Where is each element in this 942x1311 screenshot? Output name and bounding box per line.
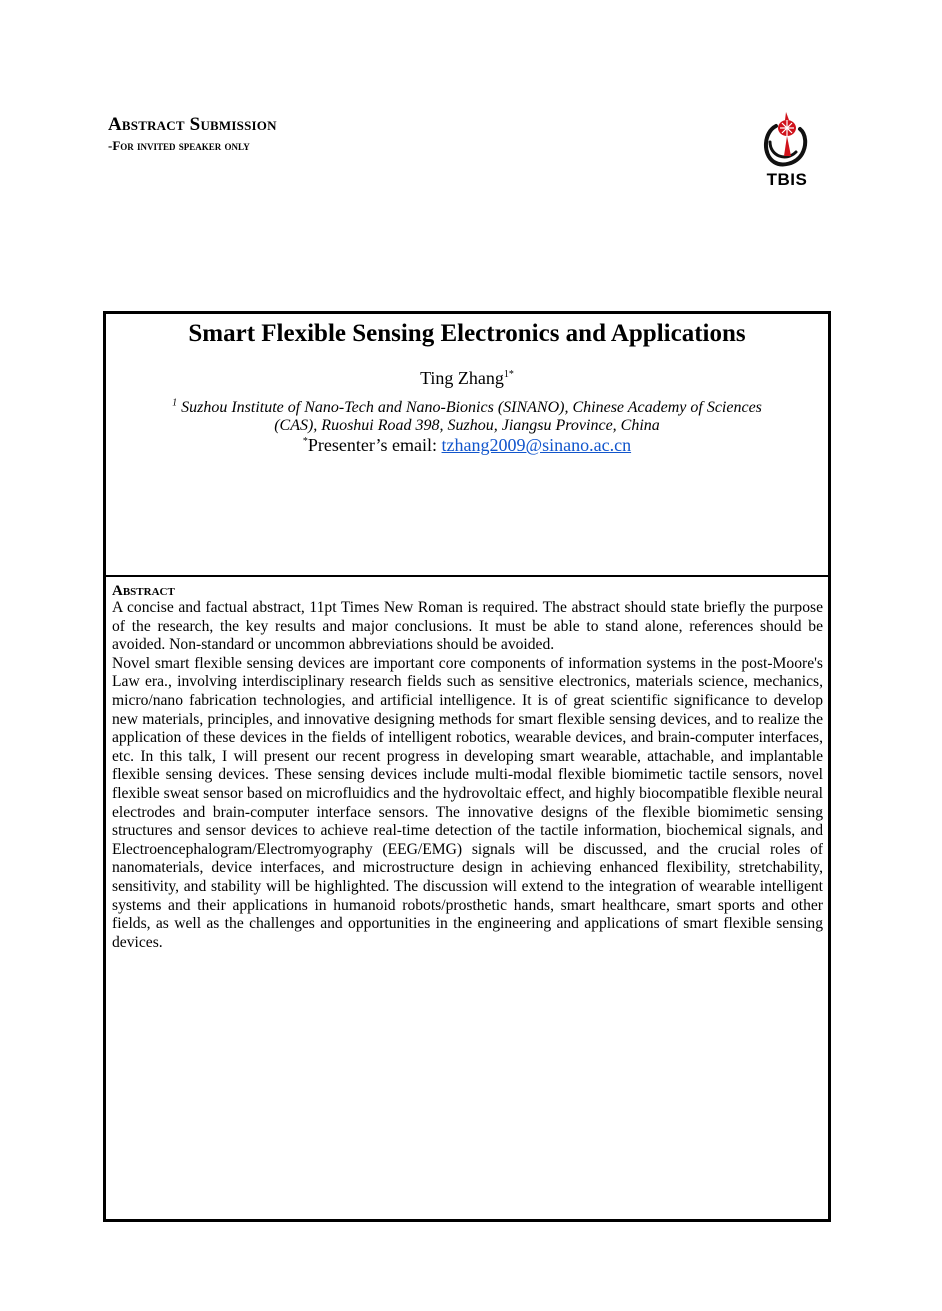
tbis-logo (756, 112, 818, 192)
abstract-box (103, 575, 831, 1222)
abstract-instructions: A concise and factual abstract, 11pt Times New Roman is required. The abstract should state briefly the purpose of the research, the key results and major conclusions. It must be able to stand alone, references should be avoided. Non-standard or uncommon abbreviations should be avoided. (112, 599, 823, 654)
logo-text: TBIS (766, 170, 808, 189)
email-label: Presenter’s email: (307, 435, 442, 455)
header-title: Abstract Submission (108, 114, 277, 135)
paper-title: Smart Flexible Sensing Electronics and Applications (188, 320, 746, 347)
abstract-text: Novel smart flexible sensing devices are important core components of information systems in the post-Moore's Law era., involving interdisciplinary research fields such as sensitive electronics, materials science, mechanics, micro/nano fabrication technologies, and artificial intelligence. It is of great scientific significance to develop new materials, principles, and innovative designing methods for smart flexible sensing devices, and to realize the application of these devices in the fields of intelligent robotics, wearable devices, and brain-computer interfaces, etc. In this talk, I will present our recent progress in developing smart wearable, attachable, and implantable flexible sensing devices. These sensing devices include multi-modal flexible biomimetic tactile sensors, novel flexible sweat sensor based on microfluidics and the hydrovoltaic effect, and highly biocompatible flexible neural electrodes and brain-computer interface sensors. The innovative designs of the flexible biomimetic sensing structures and sensor devices to achieve real-time detection of the tactile information, biochemical signals, and Electroencephalogram/Electromyography (EEG/EMG) signals will be discussed, and the crucial roles of nanomaterials, device interfaces, and microstructure design in achieving enhanced flexibility, stretchability, sensitivity, and stability will be highlighted. The discussion will extend to the integration of wearable intelligent systems and their applications in humanoid robots/prosthetic hands, smart healthcare, smart sports and other fields, as well as the challenges and opportunities in the engineering and applications of smart flexible sensing devices. (112, 654, 823, 951)
email-line (106, 434, 828, 456)
affiliation (106, 399, 828, 435)
affiliation-line-1: Suzhou Institute of Nano-Tech and Nano-Bionics (SINANO), Chinese Academy of Sciences (181, 399, 762, 416)
abstract-heading: Abstract (112, 583, 175, 599)
header-subtitle: -For invited speaker only (108, 138, 250, 153)
tbis-logo-icon (756, 112, 818, 170)
email-link[interactable]: tzhang2009@sinano.ac.cn (441, 435, 632, 455)
author-marks: 1* (503, 369, 514, 380)
abstract-body (112, 599, 823, 952)
author-line (106, 367, 828, 389)
title-box (103, 311, 831, 577)
affiliation-mark: 1 (172, 397, 178, 409)
affiliation-line-2: (CAS), Ruoshui Road 398, Suzhou, Jiangsu Province, China (274, 417, 660, 434)
author-name: Ting Zhang (420, 368, 504, 388)
email-mark: * (302, 436, 308, 447)
